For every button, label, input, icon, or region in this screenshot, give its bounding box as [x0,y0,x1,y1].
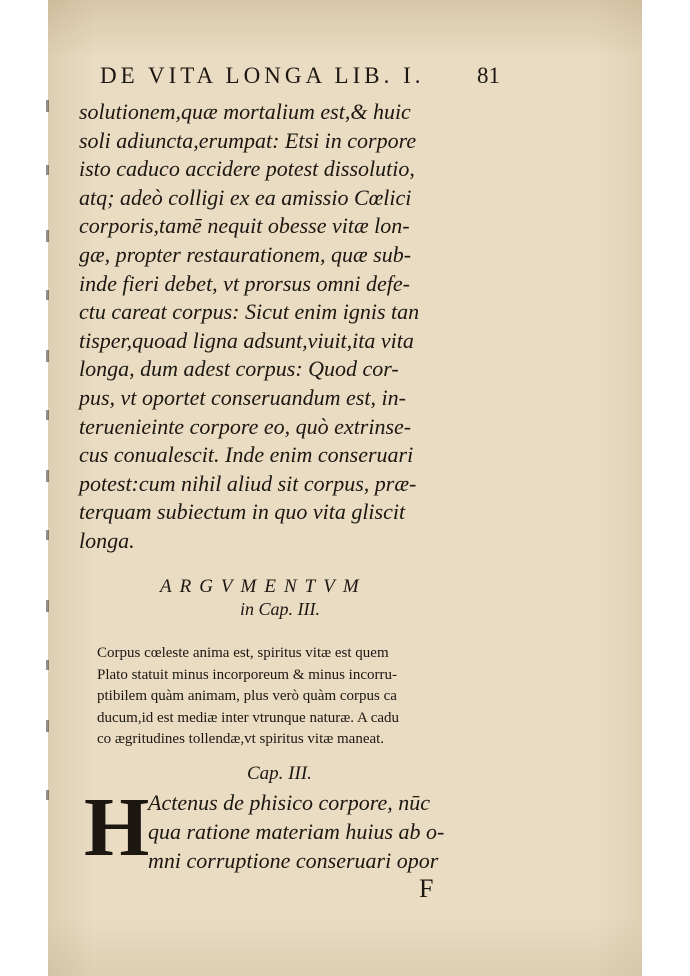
margin-mark [46,720,49,732]
text-line: atq; adeò colligi ex ea amissio Cœlici [79,184,412,210]
margin-mark [46,350,49,362]
text-line: pus, vt oportet conseruandum est, in- [79,384,406,410]
argument-summary [97,643,507,751]
margin-mark [46,410,49,420]
text-line: cus conualescit. Inde enim conseruari [79,442,414,468]
margin-mark [46,600,49,612]
summary-line: Plato statuit minus incorporeum & minus incorru- [97,666,397,683]
margin-mark [46,470,49,482]
argument-subheading: in Cap. III. [240,599,320,619]
margin-mark [46,230,49,242]
text-line: soli adiuncta,erumpat: Etsi in corpore [79,127,417,153]
text-line: ctu careat corpus: Sicut enim ignis tan [79,299,420,325]
chapter-line: Actenus de phisico corpore, nūc [148,790,431,815]
chapter-line: qua ratione materiam huius ab o- [148,819,445,844]
running-head [100,63,500,89]
drop-cap: H [84,781,150,874]
text-line: potest:cum nihil aliud sit corpus, præ- [79,470,417,496]
text-line: teruenieinte corpore eo, quò extrinse- [79,413,412,439]
text-line: solutionem,quæ mortalium est,& huic [79,99,411,124]
chapter-text-block [148,788,508,875]
margin-mark [46,660,49,670]
text-line: gæ, propter restaurationem, quæ sub- [79,241,412,267]
argument-heading: ARGVMENTVM [160,576,367,597]
margin-mark [46,290,49,300]
summary-line: co ægritudines tollendæ,vt spiritus vitæ maneat. [97,731,385,747]
margin-mark [46,165,49,175]
summary-line: ptibilem quàm animam, plus verò quàm corpus ca [97,688,397,704]
margin-mark [46,100,49,112]
running-head-title: DE VITA LONGA LIB. I. [100,63,425,88]
text-line: longa, dum adest corpus: Quod cor- [79,356,399,382]
text-line: corporis,tamē nequit obesse vitæ lon- [79,213,410,239]
signature-mark: F [419,874,434,903]
chapter-line: mni corruptione conseruari opor [148,848,439,873]
text-line: terquam subiectum in quo vita gliscit [79,499,406,525]
text-line: inde fieri debet, vt prorsus omni defe- [79,270,410,296]
main-text-block [79,98,509,556]
margin-mark [46,790,49,800]
summary-line: Corpus cœleste anima est, spiritus vitæ est quem [97,645,389,661]
summary-line: ducum,id est mediæ inter vtrunque naturæ. A cadu [97,709,400,726]
margin-mark [46,530,49,540]
text-line: isto caduco accidere potest dissolutio, [79,156,415,182]
page-number: 81 [477,63,500,88]
text-line: longa. [79,527,135,553]
chapter-heading: Cap. III. [247,763,312,784]
text-line: tisper,quoad ligna adsunt,viuit,ita vita [79,327,414,353]
